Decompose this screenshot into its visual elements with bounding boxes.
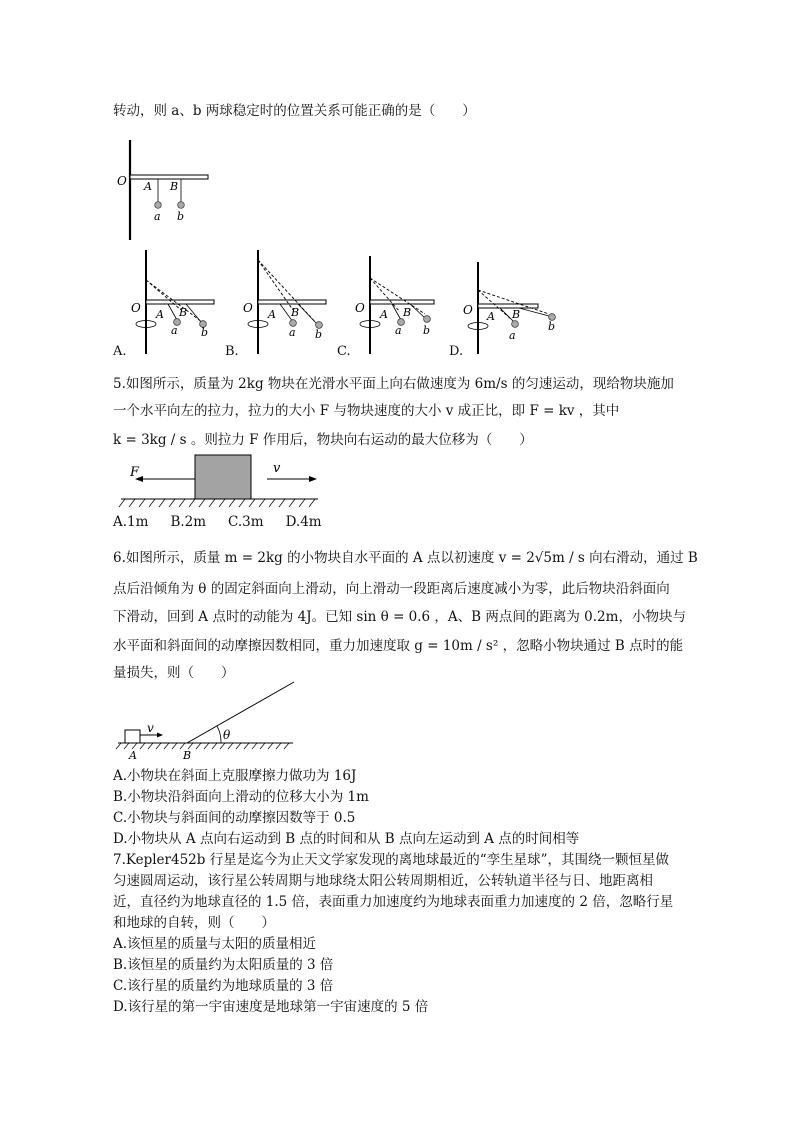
svg-text:B: B xyxy=(512,308,521,321)
label-b: b xyxy=(177,210,185,223)
svg-text:A: A xyxy=(380,308,388,321)
svg-text:b: b xyxy=(201,326,209,339)
svg-text:b: b xyxy=(423,324,431,337)
q4-option-a-label[interactable]: A. xyxy=(113,344,127,359)
q7-option-c[interactable]: C.该行星的质量约为地球质量的 3 倍 xyxy=(113,978,334,994)
q7-stem-line-2: 匀速圆周运动，该行星公转周期与地球绕太阳公转周期相近，公转轨道半径与日、地距离相 xyxy=(113,873,653,889)
q4-option-d-label[interactable]: D. xyxy=(449,344,464,359)
svg-text:O: O xyxy=(355,301,365,315)
q5-figure xyxy=(113,450,323,512)
q6-figure xyxy=(113,677,303,763)
q4-option-d-figure xyxy=(449,262,564,360)
q5-stem-line-3: k = 3kg / s 。则拉力 F 作用后，物块向右运动的最大位移为（ ） xyxy=(113,432,533,448)
svg-text:b: b xyxy=(315,328,323,341)
svg-text:b: b xyxy=(548,320,556,333)
svg-text:B: B xyxy=(179,306,188,319)
q4-option-b-label[interactable]: B. xyxy=(225,344,239,359)
svg-text:O: O xyxy=(131,301,141,315)
q7-option-d[interactable]: D.该行星的第一宇宙速度是地球第一宇宙速度的 5 倍 xyxy=(113,999,429,1015)
q6-stem-line-1: 6.如图所示，质量 m = 2kg 的小物块自水平面的 A 点以初速度 v = 2√5m / s 向右滑动，通过 B xyxy=(113,550,698,566)
svg-text:v: v xyxy=(273,461,281,476)
q4-option-b-figure xyxy=(225,250,335,360)
svg-text:O: O xyxy=(243,301,253,315)
svg-text:a: a xyxy=(395,324,402,337)
q6-stem-line-3: 下滑动，回到 A 点时的动能为 4J。已知 sin θ = 0.6 ，A、B 两点间的距离为 0.2m，小物块与 xyxy=(113,609,686,625)
q7-option-a[interactable]: A.该恒星的质量与太阳的质量相近 xyxy=(113,936,317,952)
q6-option-a[interactable]: A.小物块在斜面上克服摩擦力做功为 16J xyxy=(113,768,357,784)
svg-text:F: F xyxy=(130,465,140,480)
q7-stem-line-3: 近，直径约为地球直径的 1.5 倍，表面重力加速度约为地球表面重力加速度的 2 倍，忽略行星 xyxy=(113,894,674,910)
q4-intro: 转动，则 a、b 两球稳定时的位置关系可能正确的是（ ） xyxy=(113,103,476,119)
q6-option-d[interactable]: D.小物块从 A 点向右运动到 B 点的时间和从 B 点向左运动到 A 点的时间相等 xyxy=(113,831,580,847)
q5-option-b[interactable]: B.2m xyxy=(170,514,207,530)
svg-text:a: a xyxy=(289,326,296,339)
q4-option-a-figure xyxy=(113,250,223,360)
q7-stem-line-4: 和地球的自转，则（ ） xyxy=(113,915,275,931)
label-B: B xyxy=(170,180,179,193)
svg-text:A: A xyxy=(129,749,137,762)
q4-option-c-figure xyxy=(337,256,447,360)
svg-text:O: O xyxy=(463,303,473,317)
q5-options xyxy=(113,514,344,530)
label-A: A xyxy=(144,180,152,193)
q4-option-c-label[interactable]: C. xyxy=(337,344,351,359)
q5-stem-line-1: 5.如图所示，质量为 2kg 物块在光滑水平面上向右做速度为 6m/s 的匀速运动，现给物块施加 xyxy=(113,376,674,392)
q5-option-c[interactable]: C.3m xyxy=(228,514,264,530)
svg-text:a: a xyxy=(171,324,178,337)
svg-text:θ: θ xyxy=(223,728,231,742)
svg-text:a: a xyxy=(509,329,516,342)
q5-option-a[interactable]: A.1m xyxy=(113,514,149,530)
q6-stem-line-5: 量损失，则（ ） xyxy=(113,665,235,681)
q6-option-c[interactable]: C.小物块与斜面间的动摩擦因数等于 0.5 xyxy=(113,810,356,826)
q6-stem-line-2: 点后沿倾角为 θ 的固定斜面向上滑动，向上滑动一段距离后速度减小为零，此后物块沿斜面向 xyxy=(113,581,670,597)
svg-text:A: A xyxy=(487,310,495,323)
svg-text:B: B xyxy=(403,306,412,319)
svg-text:B: B xyxy=(291,306,300,319)
label-O: O xyxy=(117,174,127,188)
svg-text:A: A xyxy=(156,308,164,321)
q5-option-d[interactable]: D.4m xyxy=(285,514,322,530)
q5-stem-line-2: 一个水平向左的拉力，拉力的大小 F 与物块速度的大小 v 成正比，即 F = kv ，其中 xyxy=(113,403,620,419)
svg-text:A: A xyxy=(268,308,276,321)
svg-text:B: B xyxy=(183,749,192,762)
q6-option-b[interactable]: B.小物块沿斜面向上滑动的位移大小为 1m xyxy=(113,789,369,805)
q7-option-b[interactable]: B.该恒星的质量约为太阳质量的 3 倍 xyxy=(113,957,334,973)
label-a: a xyxy=(154,210,161,223)
q4-main-figure xyxy=(113,140,223,245)
svg-text:v: v xyxy=(147,721,154,735)
q6-stem-line-4: 水平面和斜面间的动摩擦因数相同，重力加速度取 g = 10m / s² ，忽略小物块通过 B 点时的能 xyxy=(113,638,684,654)
q7-stem-line-1: 7.Kepler452b 行星是迄今为止天文学家发现的离地球最近的“孪生星球”，其围绕一颗恒星做 xyxy=(113,852,669,868)
